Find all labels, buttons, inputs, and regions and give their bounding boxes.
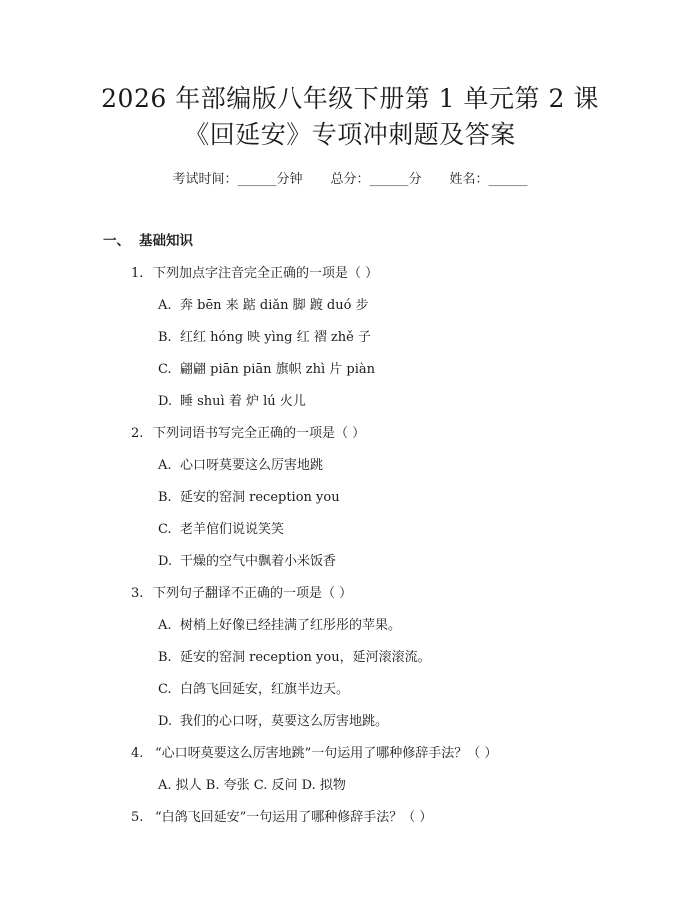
option-label: C. <box>158 362 172 377</box>
question-number: 3. <box>131 586 144 601</box>
question-1-option-b <box>158 326 371 345</box>
question-number: 2. <box>131 426 144 441</box>
question-3 <box>131 582 352 601</box>
option-text: 干燥的空气中飘着小米饭香 <box>180 554 337 569</box>
option-label: B. <box>158 650 172 665</box>
question-1 <box>131 262 378 281</box>
student-name-field: 姓名：______ <box>449 172 528 187</box>
question-2-option-d <box>158 550 336 569</box>
title-line-2: 《回延安》专项冲刺题及答案 <box>184 120 516 149</box>
option-label: C. <box>158 682 172 697</box>
question-3-option-c <box>158 678 349 697</box>
question-1-option-c <box>158 358 375 377</box>
question-number: 5. <box>131 810 144 825</box>
option-text: 延安的窑洞 reception you，延河滚滚流。 <box>180 650 431 665</box>
option-label: D. <box>158 714 173 729</box>
option-text: 我们的心口呀，莫要这么厉害地跳。 <box>180 714 389 729</box>
question-4 <box>131 742 497 761</box>
option-text: 树梢上好像已经挂满了红彤彤的苹果。 <box>180 618 402 633</box>
section-title: 基础知识 <box>139 233 193 249</box>
option-text: 老羊倌们说说笑笑 <box>180 522 285 537</box>
section-heading <box>103 229 193 249</box>
option-label: B. <box>158 330 172 345</box>
option-label: D. <box>158 394 173 409</box>
question-1-option-d <box>158 390 306 409</box>
question-text: “白鸽飞回延安”一句运用了哪种修辞手法？（ ） <box>155 810 433 825</box>
question-4-options: A. 拟人 B. 夸张 C. 反问 D. 拟物 <box>158 778 346 793</box>
option-text: 延安的窑洞 reception you <box>180 490 340 505</box>
option-label: B. <box>158 490 172 505</box>
question-2-option-a <box>158 454 323 473</box>
question-2-option-b <box>158 486 340 505</box>
option-text: 白鸽飞回延安，红旗半边天。 <box>180 682 350 697</box>
question-text: 下列句子翻译不正确的一项是（ ） <box>153 586 353 601</box>
option-text: 翩翩 piān piān 旗帜 zhì 片 piàn <box>180 362 375 377</box>
option-text: 睡 shuì 着 炉 lú 火儿 <box>180 394 306 409</box>
option-label: C. <box>158 522 172 537</box>
option-label: A. <box>158 298 172 313</box>
question-text: 下列词语书写完全正确的一项是（ ） <box>153 426 366 441</box>
option-label: D. <box>158 554 173 569</box>
option-label: A. <box>158 458 172 473</box>
question-number: 4. <box>131 746 144 761</box>
option-text: 红红 hóng 映 yìng 红 褶 zhě 子 <box>180 330 371 345</box>
question-3-option-a <box>158 614 401 633</box>
section-number: 一、 <box>103 233 130 249</box>
question-2 <box>131 422 365 441</box>
option-text: 心口呀莫要这么厉害地跳 <box>180 458 324 473</box>
option-text: 奔 bēn 来 踮 diǎn 脚 踱 duó 步 <box>180 298 369 313</box>
question-3-option-b <box>158 646 431 665</box>
question-2-option-c <box>158 518 284 537</box>
exam-info-row <box>0 168 700 187</box>
exam-time-field: 考试时间：______分钟 <box>172 172 303 187</box>
question-text: 下列加点字注音完全正确的一项是（ ） <box>153 266 379 281</box>
option-label: A. <box>158 618 172 633</box>
question-1-option-a <box>158 294 369 313</box>
question-3-option-d <box>158 710 388 729</box>
total-score-field: 总分：______分 <box>330 172 422 187</box>
question-text: “心口呀莫要这么厉害地跳”一句运用了哪种修辞手法？（ ） <box>155 746 498 761</box>
title-line-1: 2026 年部编版八年级下册第 1 单元第 2 课 <box>101 84 599 113</box>
question-number: 1. <box>131 266 144 281</box>
question-5 <box>131 806 432 825</box>
